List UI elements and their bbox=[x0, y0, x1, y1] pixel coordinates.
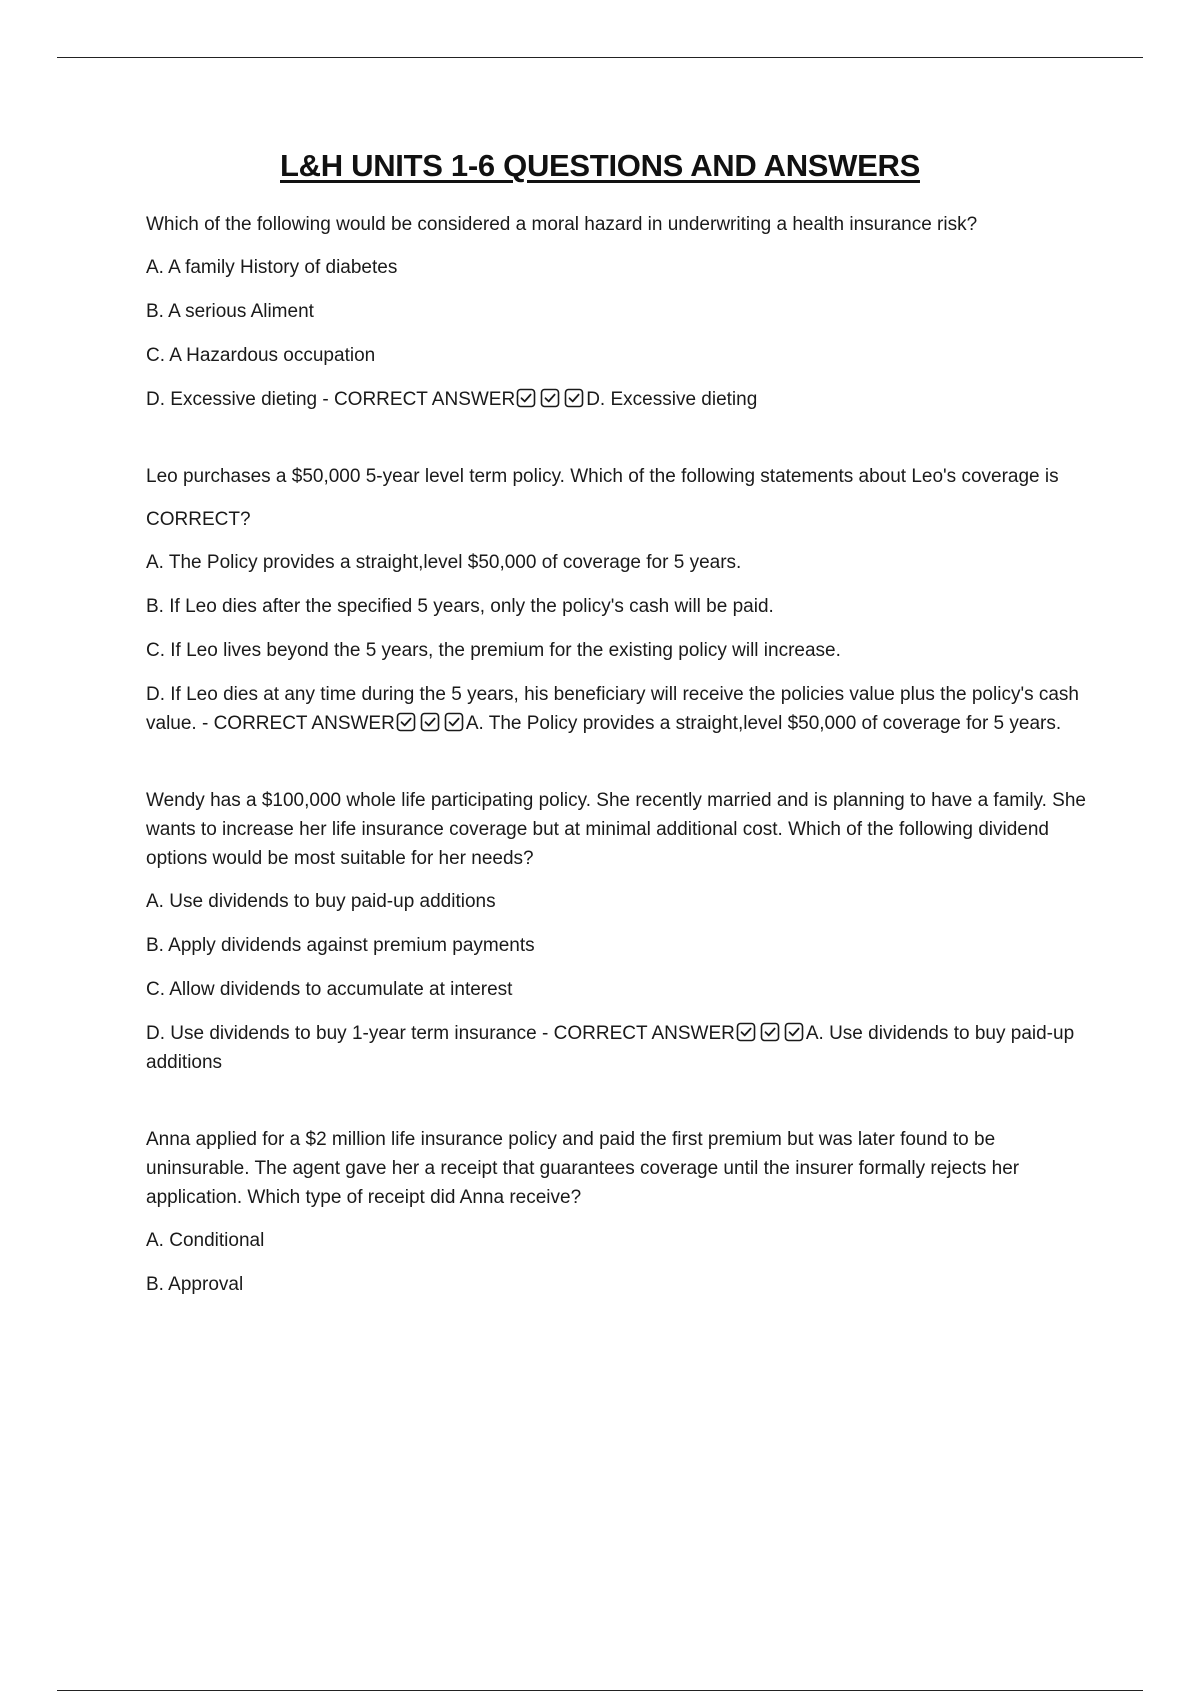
check-box-icon bbox=[564, 388, 584, 408]
answer-choice: A. A family History of diabetes bbox=[146, 257, 398, 278]
correct-answer-text: D. Excessive dieting bbox=[586, 389, 758, 410]
check-box-icon bbox=[736, 1022, 756, 1042]
answer-choice: D. Use dividends to buy 1-year term insurance bbox=[146, 1023, 537, 1044]
correct-answer-marker: - CORRECT ANSWER bbox=[201, 713, 395, 734]
check-box-icon bbox=[444, 712, 464, 732]
answer-choice: D. If Leo dies at any time during the 5 years, his beneficiary will receive the policies value plus the policy's cash value. bbox=[146, 684, 1079, 734]
correct-answer-text: A. The Policy provides a straight,level $50,000 of coverage for 5 years. bbox=[465, 713, 1062, 734]
correct-answer-line bbox=[146, 680, 1096, 738]
answer-choice: C. Allow dividends to accumulate at interest bbox=[146, 979, 513, 1000]
correct-answer-line bbox=[146, 385, 1096, 414]
question-block bbox=[146, 462, 1096, 738]
check-box-icon bbox=[760, 1022, 780, 1042]
document-body bbox=[146, 210, 1096, 1347]
question-text: Which of the following would be considered a moral hazard in underwriting a health insurance risk? bbox=[146, 214, 978, 235]
check-box-icon bbox=[540, 388, 560, 408]
question-block bbox=[146, 786, 1096, 1077]
header-rule bbox=[57, 57, 1143, 58]
question-block bbox=[146, 210, 1096, 414]
check-box-icon bbox=[784, 1022, 804, 1042]
answer-choice: C. If Leo lives beyond the 5 years, the premium for the existing policy will increase. bbox=[146, 640, 841, 661]
check-marks bbox=[396, 712, 464, 732]
answer-choice: B. Apply dividends against premium payments bbox=[146, 935, 535, 956]
answer-choice: C. A Hazardous occupation bbox=[146, 345, 376, 366]
answer-choice: B. Approval bbox=[146, 1274, 244, 1295]
answer-choice: B. A serious Aliment bbox=[146, 301, 314, 322]
footer-rule bbox=[57, 1690, 1143, 1691]
question-text: Leo purchases a $50,000 5-year level term policy. Which of the following statements about Leo's coverage is bbox=[146, 466, 1059, 487]
answer-choice: A. Use dividends to buy paid-up additions bbox=[146, 891, 496, 912]
check-box-icon bbox=[396, 712, 416, 732]
correct-answer-marker: - CORRECT ANSWER bbox=[322, 389, 516, 410]
answer-choice: A. Conditional bbox=[146, 1230, 265, 1251]
correct-answer-marker: - CORRECT ANSWER bbox=[542, 1023, 735, 1044]
correct-answer-text: A. Use dividends to buy paid-up additions bbox=[146, 1023, 1075, 1073]
check-marks bbox=[736, 1022, 804, 1042]
correct-answer-line bbox=[146, 1019, 1096, 1077]
answer-choice: A. The Policy provides a straight,level $50,000 of coverage for 5 years. bbox=[146, 552, 742, 573]
question-block bbox=[146, 1125, 1096, 1299]
answer-choice: B. If Leo dies after the specified 5 years, only the policy's cash will be paid. bbox=[146, 596, 774, 617]
question-text: Anna applied for a $2 million life insurance policy and paid the first premium but was later found to be uninsurable. The agent gave her a receipt that guarantees coverage until the insurer formally rejects her application. Which type of receipt did Anna receive? bbox=[146, 1129, 1020, 1208]
page-title: L&H UNITS 1-6 QUESTIONS AND ANSWERS bbox=[280, 148, 920, 183]
answer-choice: D. Excessive dieting bbox=[146, 389, 318, 410]
question-text: Wendy has a $100,000 whole life participating policy. She recently married and is planning to have a family. She wants to increase her life insurance coverage but at minimal additional cost. Which of the following dividend options would be most suitable for her needs? bbox=[146, 790, 1086, 869]
check-box-icon bbox=[420, 712, 440, 732]
check-box-icon bbox=[516, 388, 536, 408]
check-marks bbox=[516, 388, 584, 408]
question-text-continued: CORRECT? bbox=[146, 509, 251, 530]
